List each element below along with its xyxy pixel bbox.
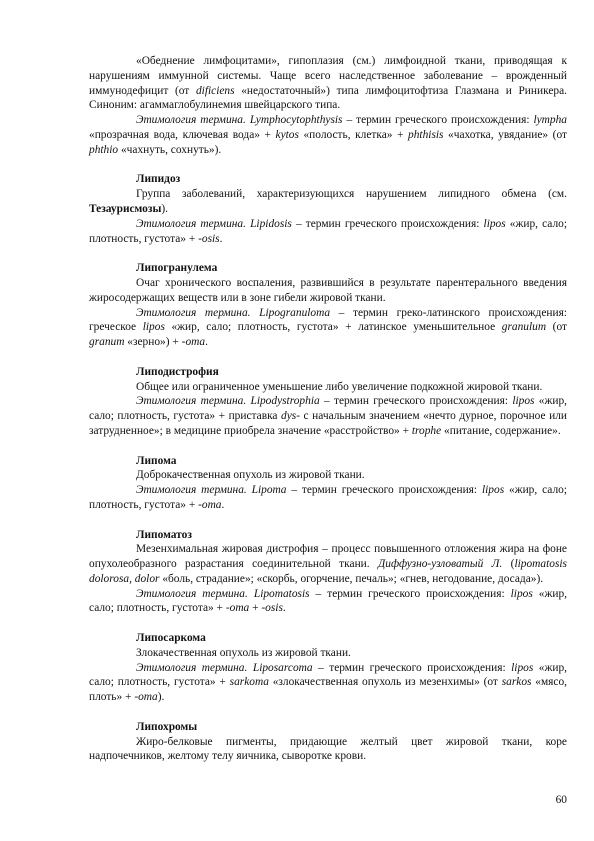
latin-term: kytos xyxy=(275,128,299,141)
entry-gap xyxy=(89,616,567,631)
latin-term: Lipidosis xyxy=(250,217,292,230)
italic-term: Диффузно-узловатый Л. xyxy=(378,558,503,571)
page-content xyxy=(89,54,567,764)
text: ( xyxy=(502,558,515,571)
text: «полость, клетка» + xyxy=(298,128,409,141)
etymology-paragraph xyxy=(89,306,567,350)
latin-term: phthio xyxy=(89,143,119,156)
latin-term: trophe xyxy=(411,424,442,437)
intro-paragraph xyxy=(89,54,567,113)
entry-title: Липоматоз xyxy=(136,528,192,541)
text: «питание, содержание». xyxy=(441,424,561,437)
definition-paragraph: Доброкачественная опухоль из жировой ткани. xyxy=(136,469,365,482)
latin-term: Liposarcoma xyxy=(252,661,313,674)
text: . xyxy=(221,498,225,511)
text: «прозрачная вода, ключевая вода» + xyxy=(89,128,276,141)
latin-term: sarkoma xyxy=(229,676,269,689)
etymology-paragraph xyxy=(89,113,567,157)
latin-term: Lipomatosis xyxy=(253,587,310,600)
etymology-label: Этимология термина. xyxy=(136,395,251,408)
text: (от xyxy=(546,321,567,334)
text: «жир, сало; плотность, густота» + xyxy=(89,484,567,511)
text: «мясо, плоть» + xyxy=(89,676,568,704)
text: «жир, сало; плотность, густота» + xyxy=(89,587,567,615)
entry-title: Липодистрофия xyxy=(136,365,219,378)
etymology-label: Этимология термина. xyxy=(136,484,252,497)
definition-paragraph: Жиро-белковые пигменты, придающие желтый цвет жировой ткани, коре надпочечников, желтому телу яичника, сыворотке крови. xyxy=(89,735,567,763)
latin-term: dificiens xyxy=(195,84,235,97)
etymology-label: Этимология термина. xyxy=(136,587,254,600)
text: «чахнуть, сохнуть»). xyxy=(118,143,222,156)
latin-term: -oma xyxy=(225,602,250,615)
text: – термин греческого происхождения: xyxy=(342,114,534,127)
text: . xyxy=(282,602,286,615)
text: – термин греческого происхождения: xyxy=(319,395,513,408)
entry-title: Липогранулема xyxy=(136,262,218,275)
text: с начальным значением «нечто дурное, порочное или затрудненное»; в медицине приобрела значение «расстройство» + xyxy=(89,410,567,437)
latin-term: phthisis xyxy=(408,128,444,141)
latin-term: lipos xyxy=(510,587,533,600)
latin-term: Lymphocytophthysis xyxy=(249,114,343,127)
latin-term: -oma xyxy=(198,498,222,511)
latin-term: lipos xyxy=(483,217,506,230)
text: Мезенхимальная жировая дистрофия – процесс повышенного отложения жира на фоне опухолеобразного разрастания соединительной ткани. xyxy=(89,543,567,571)
text: «злокачественная опухоль из мезенхимы» (от xyxy=(268,676,502,689)
latin-term: Lipoma xyxy=(251,484,287,497)
text: «жир, сало; плотность, густота» + латинское уменьшительное xyxy=(164,321,502,334)
latin-term: -oma xyxy=(181,336,206,349)
latin-term: lympha xyxy=(533,114,567,127)
text: + xyxy=(249,602,262,615)
text: «недостаточный») типа лимфоцитофтиза Глазмана и Риникера. Синоним: агаммаглобулинемия швейцарского типа. xyxy=(89,84,567,112)
etymology-label: Этимология термина. xyxy=(136,661,253,674)
etymology-paragraph xyxy=(89,394,567,438)
text: «зерно») + xyxy=(124,336,182,349)
etymology-paragraph xyxy=(89,483,567,513)
text: «жир, сало; плотность, густота» + приставка xyxy=(89,395,567,423)
text: «боль, страдание»; «скорбь, огорчение, печаль»; «гнев, негодование, досада»). xyxy=(159,572,544,585)
latin-term: granum xyxy=(89,336,125,349)
entry-gap xyxy=(89,439,567,454)
entry-gap xyxy=(89,350,567,365)
etymology-label: Этимология термина. xyxy=(136,114,250,127)
latin-term: -osis xyxy=(198,232,220,245)
etymology-paragraph xyxy=(89,661,567,705)
entry-title: Липохромы xyxy=(136,720,198,733)
text: – термин греческого происхождения: xyxy=(286,484,482,497)
entry-gap xyxy=(89,158,567,173)
entry-gap xyxy=(89,246,567,261)
latin-term: sarkos xyxy=(501,676,532,689)
text: – термин греческого происхождения: xyxy=(291,217,484,230)
latin-term: -oma xyxy=(134,691,158,704)
latin-term: Lipodystrophia xyxy=(250,395,320,408)
latin-term: granulum xyxy=(501,321,547,334)
definition-paragraph: Злокачественная опухоль из жировой ткани. xyxy=(136,646,351,659)
text: «Обеднение лимфоцитами», гипоплазия (см.) лимфоидной ткани, приводящая к нарушениям иммунной системы. Чаще всего наследственное заболевание – врожденный иммунодефицит (от xyxy=(89,55,567,97)
definition-paragraph xyxy=(89,187,567,217)
latin-term: lipos xyxy=(512,395,535,408)
definition-paragraph: Общее или ограниченное уменьшение либо увеличение подкожной жировой ткани. xyxy=(136,380,543,393)
text: . xyxy=(219,232,223,245)
latin-term: Lipogranuloma xyxy=(259,306,331,319)
definition-paragraph xyxy=(89,542,567,586)
text: «жир, сало; плотность, густота» + xyxy=(89,661,567,689)
entry-title: Липидоз xyxy=(136,173,181,186)
page-number: 60 xyxy=(555,794,567,806)
entry-gap xyxy=(89,705,567,720)
latin-term: lipomatosis dolorosa, dolor xyxy=(89,558,567,585)
entry-gap xyxy=(89,513,567,528)
text: – термин греко-латинского происхождения: греческое xyxy=(89,306,568,334)
text: – термин греческого происхождения: xyxy=(309,587,511,600)
etymology-paragraph xyxy=(89,217,567,247)
entry-title: Липосаркома xyxy=(136,632,206,645)
text: ). xyxy=(161,202,168,215)
latin-term: dys- xyxy=(281,410,301,423)
etymology-label: Этимология термина. xyxy=(136,306,260,319)
text: «чахотка, увядание» (от xyxy=(443,128,567,141)
latin-term: -osis xyxy=(261,602,283,615)
etymology-label: Этимология термина. xyxy=(136,217,251,230)
latin-term: lipos xyxy=(481,484,505,497)
definition-paragraph: Очаг хронического воспаления, развившийся в результате парентерального введения жиросодержащих веществ или в зоне гибели жировой ткани. xyxy=(89,276,567,304)
etymology-paragraph xyxy=(89,587,567,617)
entry-title: Липома xyxy=(136,454,177,467)
cross-reference: Тезаурисмозы xyxy=(89,202,162,215)
text: ). xyxy=(157,691,165,704)
text: «жир, сало; плотность, густота» + xyxy=(89,217,567,245)
text: – термин греческого происхождения: xyxy=(312,661,512,674)
text: Группа заболеваний, характеризующихся нарушением липидного обмена (см. xyxy=(136,188,567,201)
text: . xyxy=(205,336,208,349)
latin-term: lipos xyxy=(142,321,165,334)
latin-term: lipos xyxy=(511,661,534,674)
